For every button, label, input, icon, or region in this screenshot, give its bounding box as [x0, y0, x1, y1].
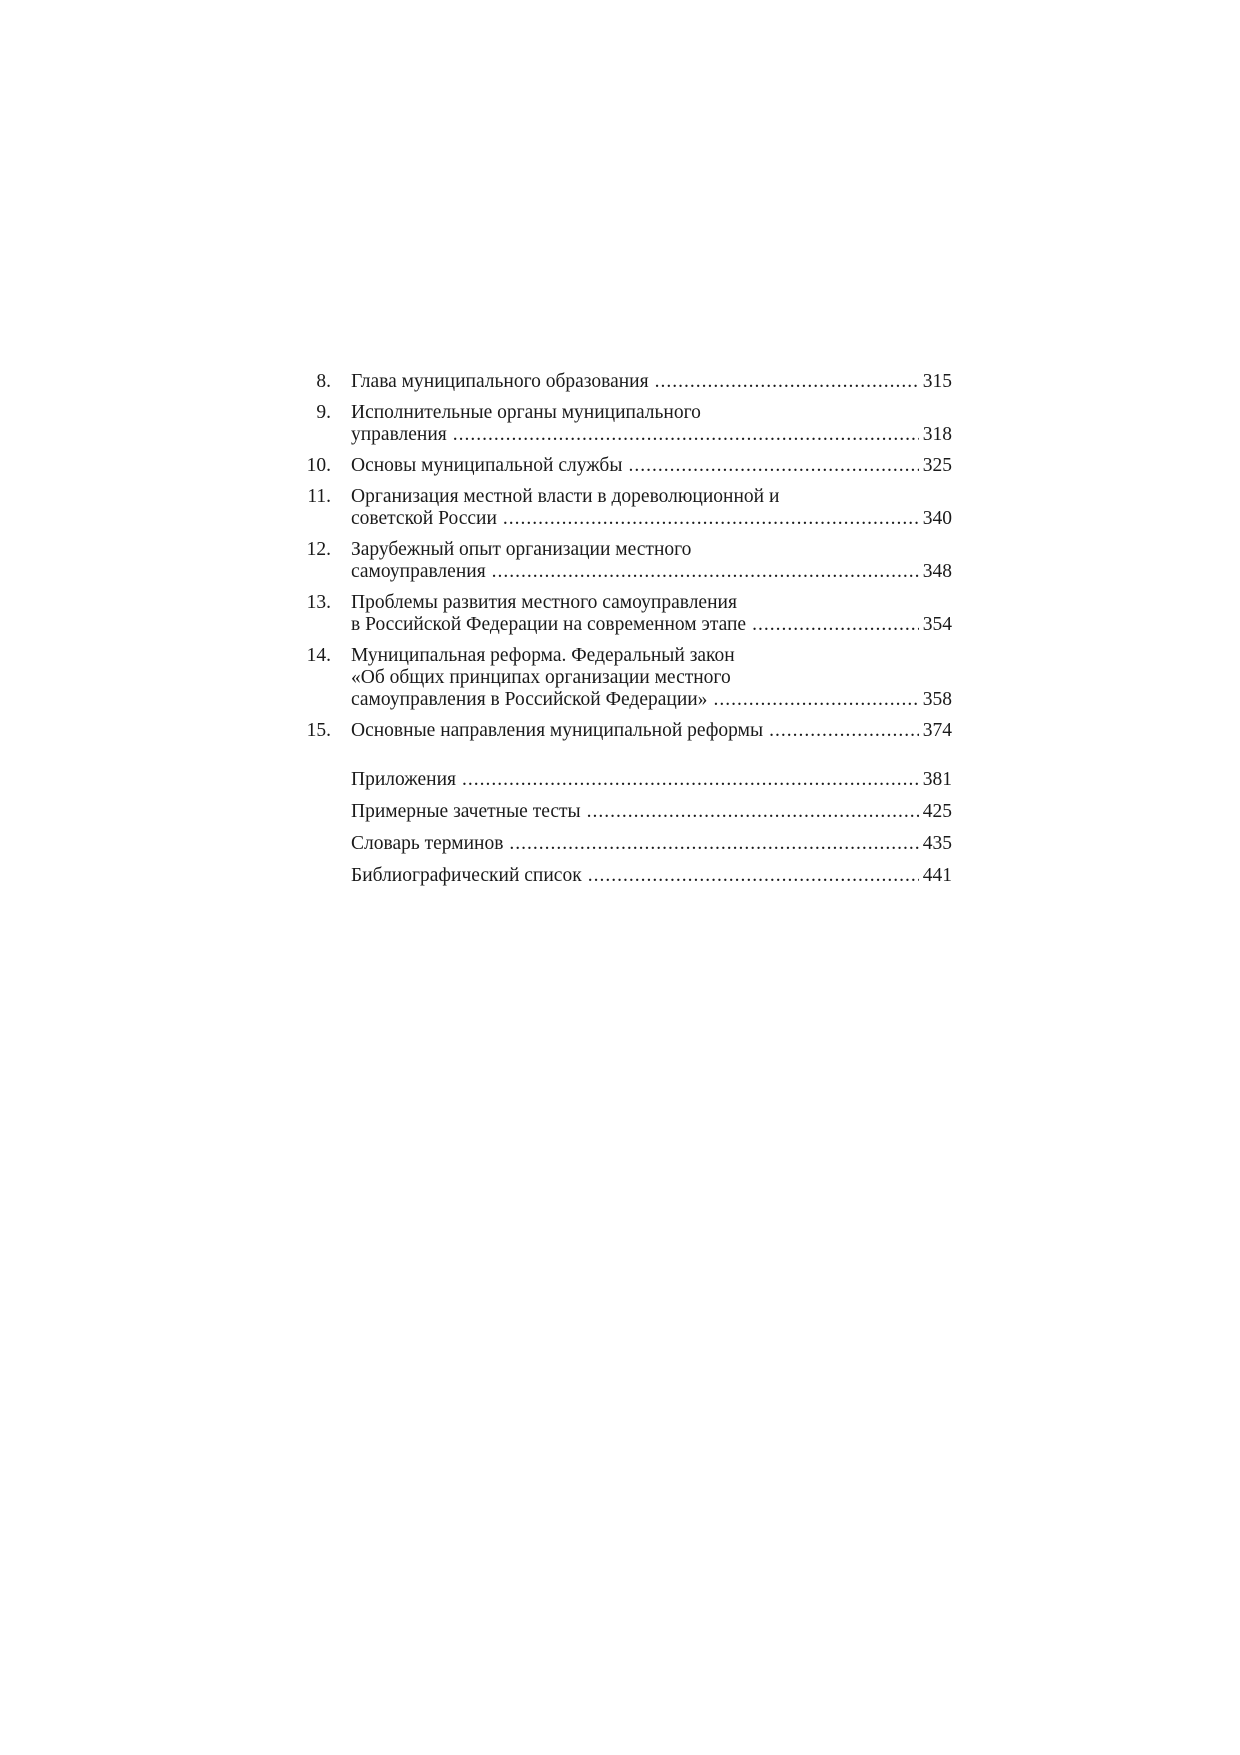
appendix-title-block: [351, 769, 952, 791]
page-number: 325: [922, 455, 952, 476]
page-number: 354: [922, 614, 952, 635]
appendix-title: Приложения: [351, 769, 456, 790]
page-number: 358: [922, 689, 952, 710]
dot-leader: [453, 424, 919, 446]
chapter-title-line: [351, 561, 952, 583]
chapter-title-block: [351, 592, 952, 636]
chapter-number: 10.: [306, 455, 331, 476]
page-number: 425: [922, 801, 952, 822]
chapter-title: управления: [351, 424, 447, 445]
chapter-title-block: [351, 402, 952, 446]
dot-leader: [655, 371, 919, 393]
page-number: 441: [922, 865, 952, 886]
appendix-title: Словарь терминов: [351, 833, 504, 854]
appendix-list: [282, 769, 952, 887]
page-number: 340: [922, 508, 952, 529]
chapter-title-line: [351, 371, 952, 393]
chapter-title: советской России: [351, 508, 497, 529]
chapter-title-line: [351, 689, 952, 711]
chapter-title: Основные направления муниципальной реформы: [351, 720, 764, 741]
dot-leader: [462, 769, 919, 791]
chapter-title-block: [351, 645, 952, 711]
chapter-title-line: [351, 424, 952, 446]
chapter-title-line: [351, 455, 952, 477]
page-number: 348: [922, 561, 952, 582]
dot-leader: [587, 801, 919, 823]
dot-leader: [588, 865, 919, 887]
chapter-title-line: Организация местной власти в дореволюционной и: [351, 486, 780, 507]
entry-number-blank: [282, 833, 351, 855]
toc-entry-sample-tests[interactable]: [282, 801, 952, 823]
table-of-contents: [282, 371, 952, 897]
chapter-title-line: Проблемы развития местного самоуправления: [351, 592, 737, 613]
chapter-title-block: [351, 720, 952, 742]
chapter-title-line: Исполнительные органы муниципального: [351, 402, 701, 423]
entry-number-blank: [282, 865, 351, 887]
toc-entry-chapter-11[interactable]: [282, 486, 952, 530]
chapter-number: 15.: [306, 720, 331, 741]
chapter-title: в Российской Федерации на современном этапе: [351, 614, 747, 635]
chapter-number: 9.: [316, 402, 331, 423]
chapter-title-line: Зарубежный опыт организации местного: [351, 539, 692, 560]
entry-number-blank: [282, 769, 351, 791]
toc-entry-chapter-14[interactable]: [282, 645, 952, 711]
toc-entry-chapter-15[interactable]: [282, 720, 952, 742]
page-number: 318: [922, 424, 952, 445]
toc-entry-chapter-10[interactable]: [282, 455, 952, 477]
appendix-title-block: [351, 833, 952, 855]
appendix-title: Примерные зачетные тесты: [351, 801, 581, 822]
dot-leader: [713, 689, 918, 711]
appendix-title-line: [351, 865, 952, 887]
chapter-title-line: [351, 508, 952, 530]
toc-entry-chapter-8[interactable]: [282, 371, 952, 393]
dot-leader: [492, 561, 919, 583]
dot-leader: [628, 455, 918, 477]
dot-leader: [769, 720, 919, 742]
dot-leader: [752, 614, 919, 636]
appendix-title-block: [351, 801, 952, 823]
appendix-title-line: [351, 769, 952, 791]
toc-entry-appendices[interactable]: [282, 769, 952, 791]
page-number: 381: [922, 769, 952, 790]
page-number: 374: [922, 720, 952, 741]
chapter-title-line: Муниципальная реформа. Федеральный закон: [351, 645, 735, 666]
chapter-list: [282, 371, 952, 742]
chapter-title-line: [351, 720, 952, 742]
chapter-number: 14.: [306, 645, 331, 666]
appendix-title-block: [351, 865, 952, 887]
appendix-title-line: [351, 833, 952, 855]
page-number: 315: [922, 371, 952, 392]
chapter-title: Глава муниципального образования: [351, 371, 649, 392]
toc-entry-bibliography[interactable]: [282, 865, 952, 887]
chapter-title: самоуправления: [351, 561, 486, 582]
chapter-number: 11.: [307, 486, 331, 507]
toc-entry-chapter-9[interactable]: [282, 402, 952, 446]
chapter-title-line: «Об общих принципах организации местного: [351, 667, 731, 688]
toc-entry-glossary[interactable]: [282, 833, 952, 855]
dot-leader: [503, 508, 919, 530]
page-number: 435: [922, 833, 952, 854]
chapter-number: 12.: [306, 539, 331, 560]
chapter-title-block: [351, 455, 952, 477]
chapter-number: 8.: [316, 371, 331, 392]
dot-leader: [509, 833, 918, 855]
chapter-title-block: [351, 371, 952, 393]
chapter-title-line: [351, 614, 952, 636]
appendix-title-line: [351, 801, 952, 823]
toc-entry-chapter-12[interactable]: [282, 539, 952, 583]
chapter-title-block: [351, 486, 952, 530]
chapter-title: Основы муниципальной службы: [351, 455, 623, 476]
chapter-title: самоуправления в Российской Федерации»: [351, 689, 708, 710]
appendix-title: Библиографический список: [351, 865, 582, 886]
section-gap: [282, 751, 952, 769]
toc-entry-chapter-13[interactable]: [282, 592, 952, 636]
chapter-number: 13.: [306, 592, 331, 613]
chapter-title-block: [351, 539, 952, 583]
entry-number-blank: [282, 801, 351, 823]
